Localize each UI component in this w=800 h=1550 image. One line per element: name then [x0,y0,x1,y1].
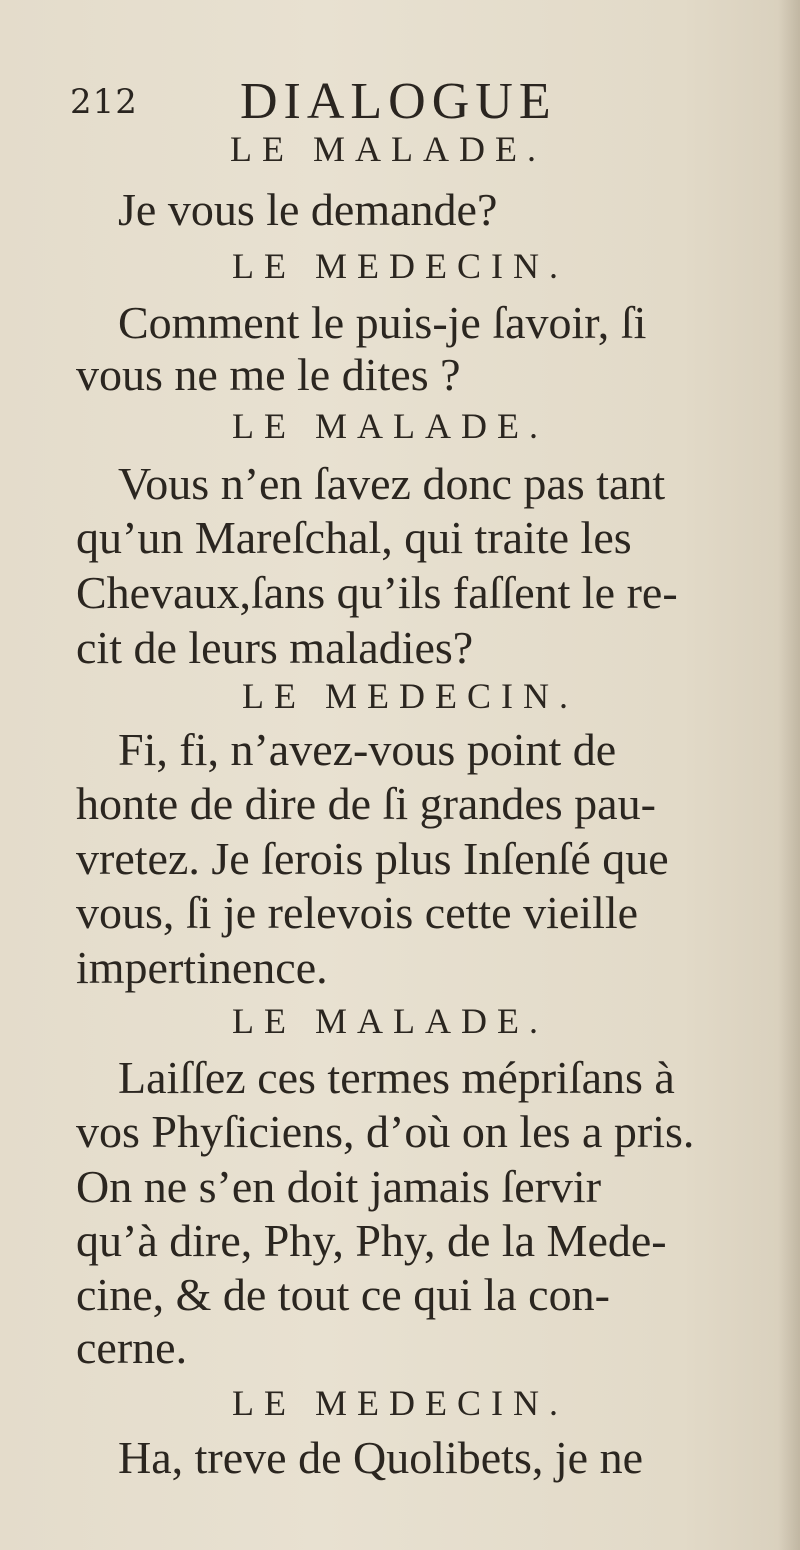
page-number: 212 [70,82,138,122]
speaker-label: LE MALADE. [232,406,548,446]
text-line: impertinence. [76,942,328,993]
text-line: honte de dire de ſi grandes pau- [76,778,656,829]
text-line: vretez. Je ſerois plus Inſenſé que [76,833,669,884]
text-line: qu’un Mareſchal, qui traite les [76,512,632,563]
page-header [70,72,670,132]
text-line: Ha, treve de Quolibets, je ne [118,1432,643,1483]
text-line: vous, ſi je relevois cette vieille [76,887,639,938]
running-title: DIALOGUE [240,73,557,130]
text-line: vos Phyſiciens, d’où on les a pris. [76,1106,695,1157]
text-line: Vous n’en ſavez donc pas tant [118,458,666,509]
text-line: cine, & de tout ce qui la con- [76,1269,610,1320]
speaker-label: LE MALADE. [232,1001,548,1041]
text-line: Laiſſez ces termes mépriſans à [118,1052,675,1103]
text-line: Je vous le demande? [118,184,498,235]
speaker-label: LE MALADE. [230,129,546,169]
text-line: cit de leurs maladies? [76,622,474,673]
text-line: On ne s’en doit jamais ſervir [76,1161,602,1212]
speaker-label: LE MEDECIN. [232,246,568,286]
text-line: Fi, fi, n’avez-vous point de [118,724,617,775]
text-line: Comment le puis-je ſavoir, ſi [118,297,647,348]
speaker-label: LE MEDECIN. [242,676,578,716]
text-line: Chevaux,ſans qu’ils faſſent le re- [76,567,678,618]
text-line: qu’à dire, Phy, Phy, de la Mede- [76,1215,667,1266]
text-line: vous ne me le dites ? [76,349,461,400]
page-edge-shadow [778,0,800,1550]
speaker-label: LE MEDECIN. [232,1383,568,1423]
text-line: cerne. [76,1322,188,1373]
